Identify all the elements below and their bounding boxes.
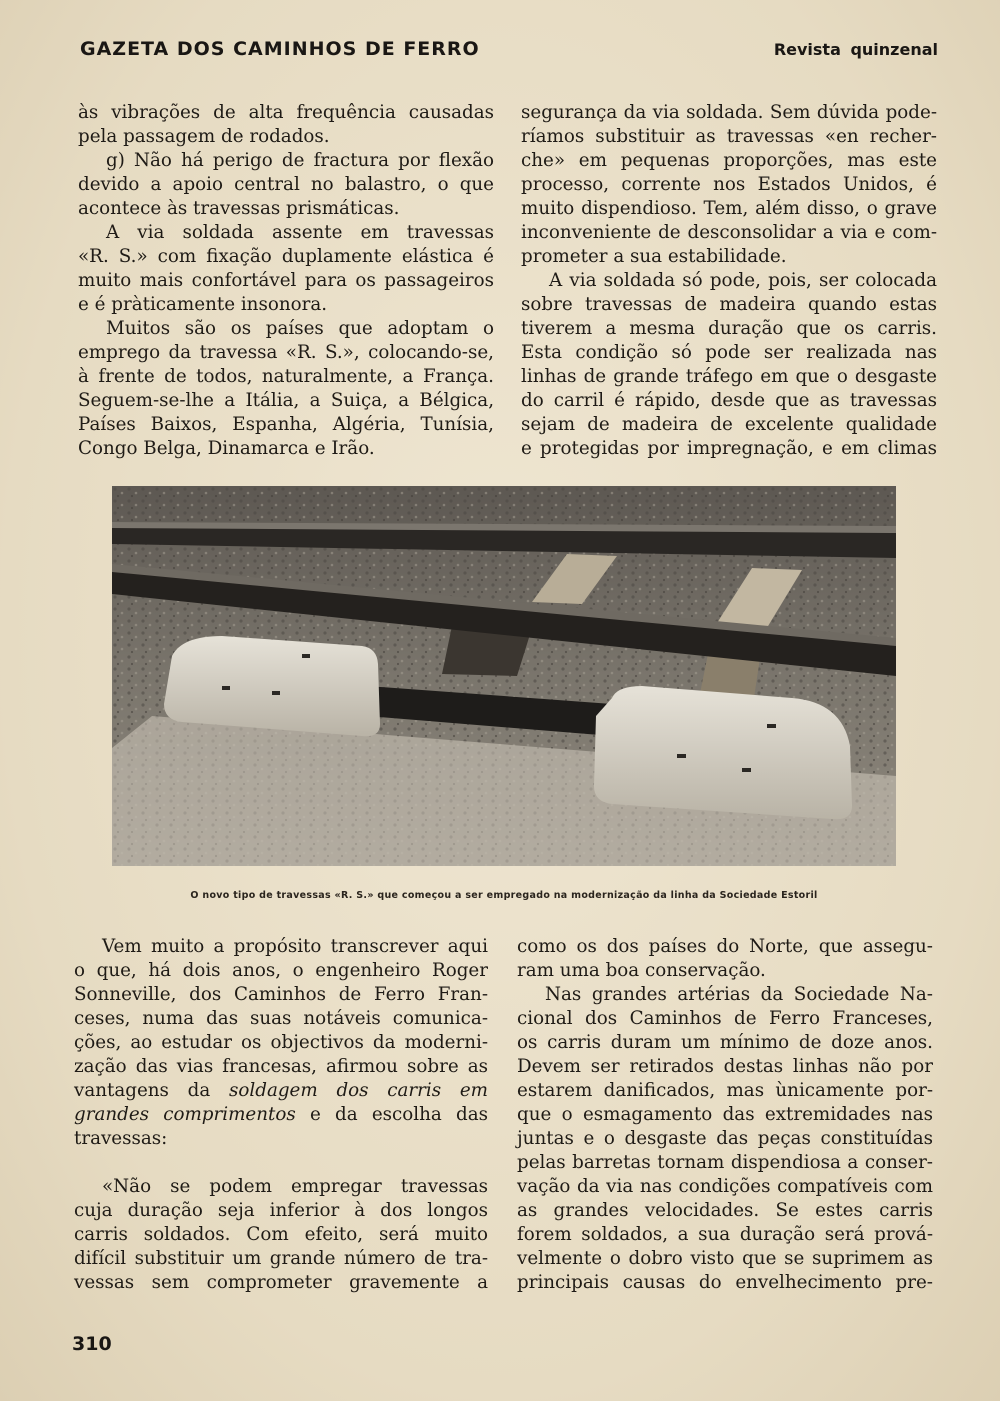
text-line: que o esmagamento das extremidades nas	[517, 1104, 933, 1125]
text-line: ceses, numa das suas notáveis comunica-	[74, 1008, 488, 1029]
text-fragment: e da escolha das	[309, 1104, 488, 1125]
text-line: ram uma boa conservação.	[517, 960, 766, 981]
column-top-right	[521, 101, 937, 461]
photo-caption: O novo tipo de travessas «R. S.» que começou a ser empregado na modernização da linha da Sociedade Estoril	[190, 890, 818, 901]
text-line: zação das vias francesas, afirmou sobre as	[74, 1056, 488, 1077]
text-line: velmente o dobro visto que se suprimem as	[517, 1248, 933, 1269]
text-line: juntas e o desgaste das peças constituídas	[517, 1128, 933, 1149]
text-line: vessas sem comprometer gravemente a	[74, 1272, 488, 1293]
text-line: linhas de grande tráfego em que o desgaste	[521, 366, 937, 387]
text-line: o que, há dois anos, o engenheiro Roger	[74, 960, 488, 981]
text-line: «R. S.» com fixação duplamente elástica é	[78, 246, 494, 267]
text-line: Congo Belga, Dinamarca e Irão.	[78, 438, 375, 459]
text-line: tiverem a mesma duração que os carris.	[521, 318, 937, 339]
text-line: os carris duram um mínimo de doze anos.	[517, 1032, 933, 1053]
text-line: Muitos são os países que adoptam o	[106, 318, 494, 339]
text-line: difícil substituir um grande número de tra-	[74, 1248, 488, 1269]
text-line: travessas:	[74, 1128, 168, 1149]
text-line: emprego da travessa «R. S.», colocando-se,	[78, 342, 494, 363]
text-line: e é pràticamente insonora.	[78, 294, 328, 315]
column-bottom-right	[517, 935, 933, 1295]
paragraph-gap	[74, 1151, 488, 1175]
text-line: g) Não há perigo de fractura por flexão	[106, 150, 494, 171]
text-line: che» em pequenas proporções, mas este	[521, 150, 937, 171]
journal-title: GAZETA DOS CAMINHOS DE FERRO	[80, 38, 480, 60]
text-line: como os dos países do Norte, que assegu-	[517, 936, 933, 957]
text-line: pelas barretas tornam dispendiosa a conser-	[517, 1152, 933, 1173]
text-line: prometer a sua estabilidade.	[521, 246, 787, 267]
text-line: do carril é rápido, desde que as travessas	[521, 390, 937, 411]
column-top-left	[78, 101, 494, 461]
text-line: forem soldados, a sua duração será prová-	[517, 1224, 933, 1245]
text-line: sejam de madeira de excelente qualidade	[521, 414, 937, 435]
text-line: muito mais confortável para os passageiros	[78, 270, 494, 291]
photo-illustration	[112, 486, 896, 866]
text-line: ríamos substituir as travessas «en recher-	[521, 126, 937, 147]
text-line: e protegidas por impregnação, e em climas	[521, 438, 937, 459]
text-line: «Não se podem empregar travessas	[102, 1176, 488, 1197]
text-fragment: vantagens da	[74, 1080, 211, 1101]
text-line: Nas grandes artérias da Sociedade Na-	[545, 984, 933, 1005]
italic-phrase: soldagem dos carris em	[229, 1080, 489, 1101]
text-line: ções, ao estudar os objectivos da moderni-	[74, 1032, 488, 1053]
text-line: Vem muito a propósito transcrever aqui	[102, 936, 488, 957]
journal-subtitle: Revista quinzenal	[773, 40, 938, 59]
text-line: pela passagem de rodados.	[78, 126, 330, 147]
text-line: sobre travessas de madeira quando estas	[521, 294, 937, 315]
text-line: Sonneville, dos Caminhos de Ferro Fran-	[74, 984, 488, 1005]
text-line: Devem ser retirados destas linhas não por	[517, 1056, 933, 1077]
italic-phrase: grandes comprimentos	[74, 1104, 296, 1125]
text-line: principais causas do envelhecimento pre-	[517, 1272, 933, 1293]
text-line: acontece às travessas prismáticas.	[78, 198, 400, 219]
text-line: vação da via nas condições compatíveis com	[517, 1176, 933, 1197]
page-number: 310	[72, 1333, 112, 1355]
text-line	[74, 1079, 488, 1103]
railway-sleeper-photo	[112, 486, 896, 866]
text-line: carris soldados. Com efeito, será muito	[74, 1224, 488, 1245]
text-line: processo, corrente nos Estados Unidos, é	[521, 174, 937, 195]
text-line: às vibrações de alta frequência causadas	[78, 102, 494, 123]
text-line: segurança da via soldada. Sem dúvida pode-	[521, 102, 937, 123]
text-line: inconveniente de desconsolidar a via e com-	[521, 222, 937, 243]
text-line: cional dos Caminhos de Ferro Franceses,	[517, 1008, 933, 1029]
text-line	[74, 1103, 488, 1127]
text-line: A via soldada assente em travessas	[106, 222, 494, 243]
column-bottom-left	[74, 935, 488, 1295]
text-line: Seguem-se-lhe a Itália, a Suiça, a Bélgica,	[78, 390, 494, 411]
text-line: Esta condição só pode ser realizada nas	[521, 342, 937, 363]
text-line: cuja duração seja inferior à dos longos	[74, 1200, 488, 1221]
text-line: devido a apoio central no balastro, o que	[78, 174, 494, 195]
text-line: as grandes velocidades. Se estes carris	[517, 1200, 933, 1221]
text-line: à frente de todos, naturalmente, a França.	[78, 366, 494, 387]
text-line: muito dispendioso. Tem, além disso, o grave	[521, 198, 937, 219]
text-line: estarem danificados, mas ùnicamente por-	[517, 1080, 933, 1101]
text-line: Países Baixos, Espanha, Algéria, Tunísia,	[78, 414, 494, 435]
text-line: A via soldada só pode, pois, ser colocada	[549, 270, 937, 291]
